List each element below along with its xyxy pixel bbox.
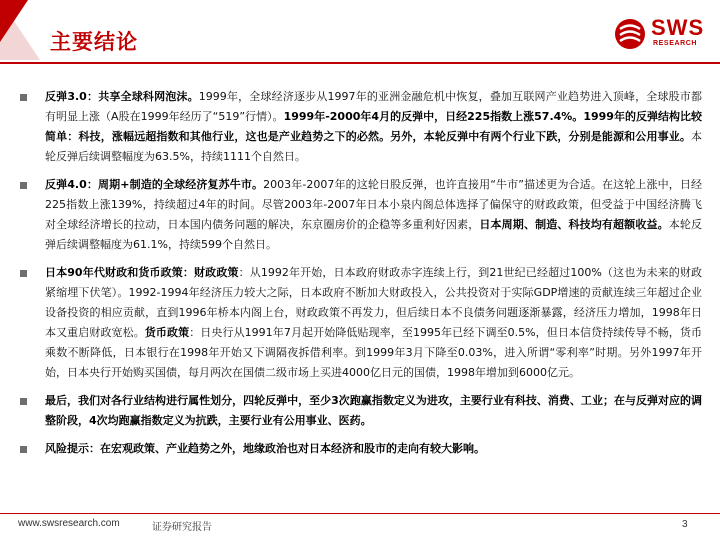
bullet-item: [18, 391, 702, 431]
text-segment: ：日央行从1991年7月起开始降低贴现率，至1995年已经下调至0.5%，但日本信贷持续传导不畅，货币乘数不断降低，日本银行在1998年开始又下调隔夜拆借利率。到1999年3月下降至0.03%，进入所谓“零利率”时期。另外1997年开始，日本央行开始购买国债，每月两次在国债二级市场上买进4000亿日元的国债，1998年增加到6000亿元。: [45, 326, 702, 379]
text-segment: 本轮反弹后续调整幅度为63.5%，持续1111个自然日。: [45, 130, 702, 163]
bold-segment: 货币政策: [144, 326, 190, 339]
bullet-marker: [20, 398, 27, 405]
text-segment: ：从1992年开始，日本政府财政赤字连续上行，到21世纪已经超过100%（这也为未来的财政紧缩埋下伏笔）。1992-1994年经济压力较大之际，日本政府不断加大财政投入，公共投资对于实际GDP增速的贡献连续三年超过企业设备投资的相应贡献，直到1996年桥本内阁上台，财政政策不再发力，但后续日本不良债务问题逐渐暴露，经济压力增加，1998年日本又重启财政宽松。: [45, 266, 702, 339]
bullet-text: [45, 175, 702, 255]
footer-rule: [0, 513, 720, 514]
sws-logo: [614, 16, 714, 52]
bullet-text: [45, 391, 702, 431]
bullet-item: [18, 263, 702, 383]
sws-logo-icon: [614, 18, 646, 50]
logo-subtext: RESEARCH: [653, 40, 698, 47]
bold-segment: 反弹4.0：周期+制造的全球经济复苏牛市。: [45, 178, 264, 191]
bullet-marker: [20, 446, 27, 453]
bullet-item: [18, 175, 702, 255]
bold-segment: 最后，我们对各行业结构进行属性划分，四轮反弹中，至少3次跑赢指数定义为进攻，主要行业有科技、消费、工业；在与反弹对应的调整阶段，4次均跑赢指数定义为抗跌，主要行业有公用事业、医药。: [45, 394, 702, 427]
bullet-item: [18, 87, 702, 167]
page-title: 主要结论: [50, 30, 138, 54]
header-rule: [0, 62, 720, 64]
bold-segment: 风险提示：在宏观政策、产业趋势之外，地缘政治也对日本经济和股市的走向有较大影响。: [45, 442, 485, 455]
bullet-text: [45, 263, 702, 383]
bullet-text: [45, 87, 702, 167]
page-number: 3: [682, 519, 688, 530]
footer-label: 证券研究报告: [152, 522, 212, 533]
bold-segment: 反弹3.0：共享全球科网泡沫。: [45, 90, 199, 103]
corner-decoration: [0, 0, 40, 60]
text-segment: 2003年-2007年的这轮日股反弹，也许直接用“牛市”描述更为合适。在这轮上涨中，日经225指数上涨139%，持续超过4年的时间。尽管2003年-2007年日本小泉内阁总体选择了偏保守的财政政策，但受益于中国经济腾飞对全球经济增长的拉动，日本国内债务问题的解决，东京圈房价的企稳等多重利好因素，: [45, 178, 703, 231]
bold-segment: 1999年-2000年4月的反弹中，日经225指数上涨57.4%。1999年的反弹结构比较简单：科技，涨幅远超指数和其他行业，这也是产业趋势之下的必然。另外，本轮反弹中有两个行业下跌，分别是能源和公用事业。: [45, 110, 702, 143]
bold-segment: 日本周期、制造、科技均有超额收益。: [479, 218, 669, 231]
bullet-marker: [20, 94, 27, 101]
text-segment: 本轮反弹后续调整幅度为61.1%，持续599个自然日。: [45, 218, 703, 251]
footer-website: www.swsresearch.com: [18, 518, 120, 529]
bullet-marker: [20, 270, 27, 277]
bullet-text: [45, 439, 702, 459]
bullet-item: [18, 439, 702, 459]
bullet-marker: [20, 182, 27, 189]
conclusions-list: [18, 87, 702, 467]
text-segment: 1999年，全球经济逐步从1997年的亚洲金融危机中恢复，叠加互联网产业趋势进入顶峰，全球股市都有明显上涨（A股在1999年经历了“519”行情）。: [45, 90, 702, 123]
bold-segment: 日本90年代财政和货币政策：财政政策: [45, 266, 239, 279]
logo-text: SWS: [651, 15, 705, 40]
